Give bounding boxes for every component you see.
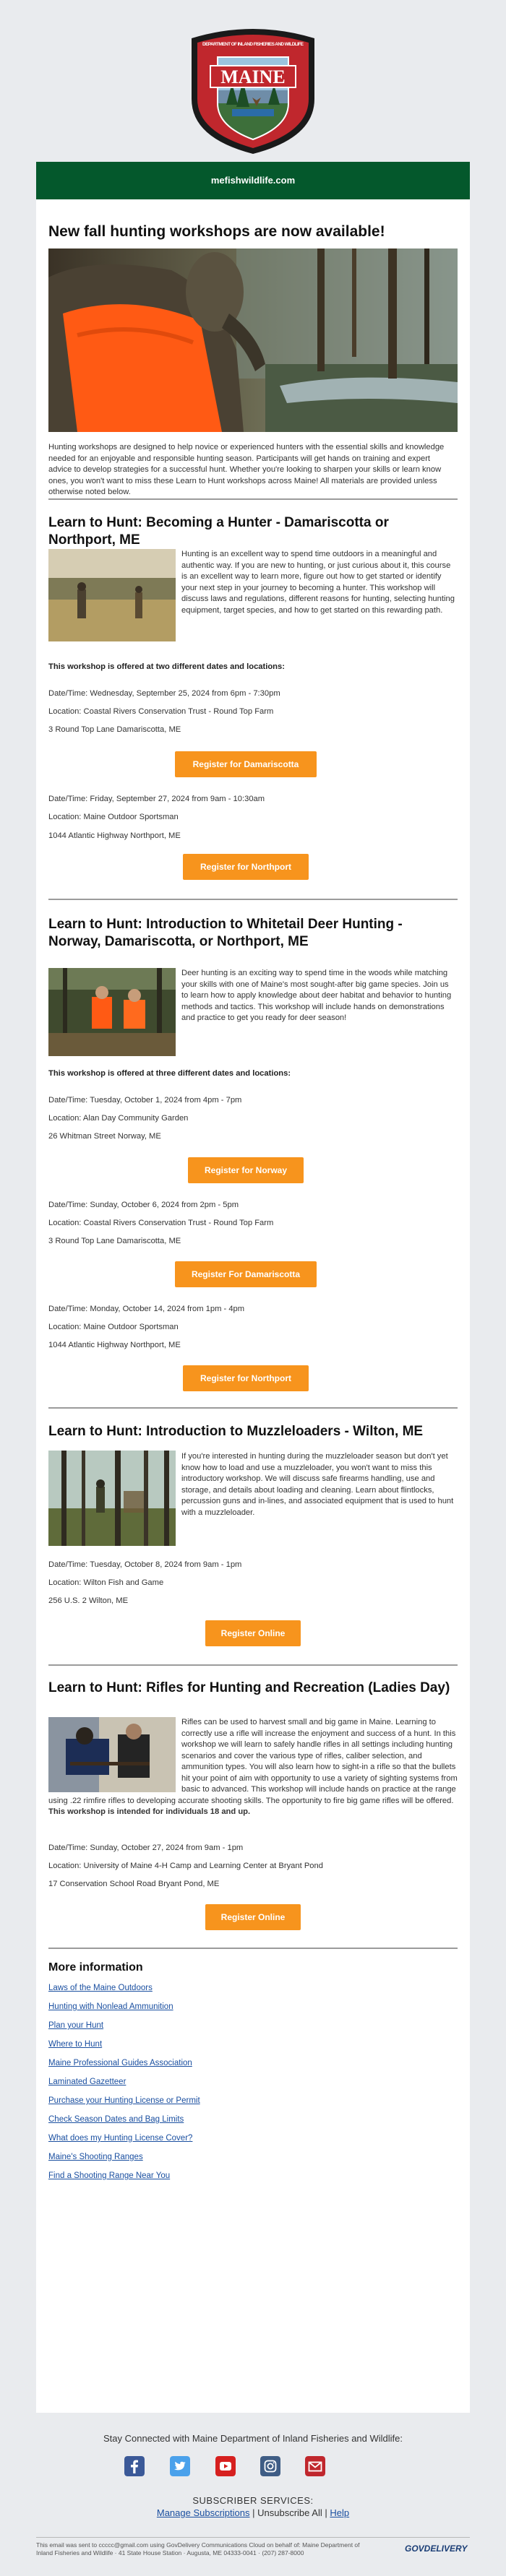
session-datetime: Date/Time: Friday, September 27, 2024 from 9am - 10:30am: [48, 795, 265, 803]
link-license-cover[interactable]: What does my Hunting License Cover?: [48, 2134, 193, 2143]
session-address: 256 U.S. 2 Wilton, ME: [48, 1596, 129, 1605]
youtube-icon[interactable]: [215, 2456, 236, 2476]
workshop-3-description-text: If you're interested in hunting during the muzzleloader season but don't yet know how to load and use a muzzleloader, you won't want to miss this introductory workshop. We will discuss safe firearms handling, use and storage, and details about loading and cleaning. Learn about flintlocks, percussion guns and in-lines, and associated equipment that is used to hunt with a muzzleloader.: [181, 1452, 454, 1517]
workshop-4-description-text: Rifles can be used to harvest small and big game in Maine. Learning to correctly use a rifle will increase the enjoyment and success of a hunt. In this workshop we will learn to safely handle rifles in all settings including hunting scenarios and cover the various type of rifles, caliber selection, and ammunition types. You will also learn how to sight-in a rifle so that the bullets hit your point of aim with opportunity to use a variety of sighting systems from basic to advanced. This workshop will include hands on practice at the range using .22 rimfire rifles to developing accurate shooting skills. The opportunity to fire big game rifles will be offered.: [48, 1718, 458, 1805]
workshop-2-description: [48, 968, 458, 1055]
session-address: 3 Round Top Lane Damariscotta, ME: [48, 1237, 181, 1245]
link-laws[interactable]: Laws of the Maine Outdoors: [48, 1984, 153, 1992]
workshop-2-offered: This workshop is offered at three different dates and locations:: [48, 1069, 291, 1078]
link-gazetteer[interactable]: Laminated Gazetteer: [48, 2078, 126, 2086]
float-spacer: [48, 1717, 181, 1794]
session-datetime: Date/Time: Tuesday, October 8, 2024 from 9am - 1pm: [48, 1560, 242, 1569]
workshop-2-description-text: Deer hunting is an exciting way to spend time in the woods while matching your skills with one of Maine's most sought-after big game species. Join us to learn how to apply knowledge about deer habitat and behavior to hunting methods and tactics. This workshop will include hands on demonstrations and practice to get you ready for deer season!: [181, 969, 452, 1022]
session-location: Location: Alan Day Community Garden: [48, 1114, 189, 1123]
twitter-icon[interactable]: [170, 2456, 190, 2476]
session-location: Location: Coastal Rivers Conservation Trust - Round Top Farm: [48, 1219, 274, 1227]
divider: [48, 1948, 458, 1949]
register-damariscotta-button[interactable]: Register For Damariscotta: [175, 1261, 317, 1287]
divider: [48, 498, 458, 500]
register-damariscotta-button[interactable]: Register for Damariscotta: [175, 751, 317, 777]
footer-divider: [36, 2537, 470, 2538]
email-content: [36, 199, 470, 2413]
workshop-1-offered: This workshop is offered at two different dates and locations:: [48, 662, 285, 671]
session-location: Location: Coastal Rivers Conservation Trust - Round Top Farm: [48, 707, 274, 716]
link-plan-hunt[interactable]: Plan your Hunt: [48, 2021, 104, 2030]
instagram-icon[interactable]: [260, 2456, 280, 2476]
session-location: Location: Maine Outdoor Sportsman: [48, 1323, 179, 1331]
workshop-1-title: Learn to Hunt: Becoming a Hunter - Damariscotta or Northport, ME: [48, 515, 389, 548]
session-location: Location: University of Maine 4-H Camp and Learning Center at Bryant Pond: [48, 1862, 323, 1870]
link-nonlead-ammo[interactable]: Hunting with Nonlead Ammunition: [48, 2002, 173, 2011]
facebook-icon[interactable]: [124, 2456, 145, 2476]
workshop-1-description-text: Hunting is an excellent way to spend time outdoors in a meaningful and authentic way. If you are new to hunting, or just curious about it, this course is an excellent way to learn more, figure out how to get started or identify your next step in your journey to becoming a hunter. This workshop will discuss laws and regulations, different reasons for hunting, selecting hunting equipment, target species, and how to get started on this rewarding path.: [181, 550, 455, 615]
workshop-4-title: Learn to Hunt: Rifles for Hunting and Recreation (Ladies Day): [48, 1680, 450, 1695]
link-where-to-hunt[interactable]: Where to Hunt: [48, 2040, 103, 2049]
session-address: 1044 Atlantic Highway Northport, ME: [48, 831, 181, 840]
workshop-4-description: [48, 1717, 458, 1818]
link-purchase-license[interactable]: Purchase your Hunting License or Permit: [48, 2096, 200, 2105]
session-location: Location: Wilton Fish and Game: [48, 1578, 164, 1587]
link-find-range[interactable]: Find a Shooting Range Near You: [48, 2171, 171, 2180]
workshop-3-description: [48, 1451, 458, 1547]
session-datetime: Date/Time: Sunday, October 27, 2024 from 9am - 1pm: [48, 1844, 244, 1852]
workshop-1-description: [48, 549, 458, 644]
site-url-bar[interactable]: mefishwildlife.com: [36, 162, 470, 199]
separator: |: [325, 2507, 327, 2518]
workshop-4-age-note: This workshop is intended for individuals 18 and up.: [48, 1807, 251, 1816]
footer-fine-print: This email was sent to ccccc@gmail.com using GovDelivery Communications Cloud on behalf of: Maine Department of Inland Fisheries and Wildlife · 41 State House Station · Augusta, ME 04333-0041 · (207) 287-8000: [36, 2541, 360, 2556]
register-online-button[interactable]: Register Online: [205, 1904, 301, 1930]
divider: [48, 1407, 458, 1409]
logo-ring-text: DEPARTMENT OF INLAND FISHERIES AND WILDLIFE: [202, 42, 304, 47]
divider: [48, 899, 458, 900]
more-info-links: [48, 1983, 458, 2182]
govdelivery-logo[interactable]: GOVDELIVERY: [405, 2543, 468, 2554]
unsubscribe-all-link[interactable]: Unsubscribe All: [257, 2507, 322, 2518]
intro-title: New fall hunting workshops are now available!: [48, 223, 385, 240]
session-datetime: Date/Time: Sunday, October 6, 2024 from 2pm - 5pm: [48, 1201, 239, 1209]
register-online-button[interactable]: Register Online: [205, 1620, 301, 1646]
hero-hunter-image: [48, 248, 458, 432]
session-datetime: Date/Time: Wednesday, September 25, 2024 from 6pm - 7:30pm: [48, 689, 280, 698]
session-address: 17 Conservation School Road Bryant Pond, ME: [48, 1880, 220, 1888]
separator: |: [252, 2507, 255, 2518]
session-address: 26 Whitman Street Norway, ME: [48, 1132, 161, 1141]
session-datetime: Date/Time: Monday, October 14, 2024 from 1pm - 4pm: [48, 1305, 245, 1313]
link-season-dates[interactable]: Check Season Dates and Bag Limits: [48, 2115, 184, 2124]
session-location: Location: Maine Outdoor Sportsman: [48, 813, 179, 821]
more-info-title: More information: [48, 1961, 143, 1974]
register-northport-button[interactable]: Register for Northport: [183, 1365, 309, 1391]
register-norway-button[interactable]: Register for Norway: [188, 1157, 304, 1183]
subscriber-links: [0, 2507, 506, 2518]
session-address: 3 Round Top Lane Damariscotta, ME: [48, 725, 181, 734]
session-address: 1044 Atlantic Highway Northport, ME: [48, 1341, 181, 1349]
link-shooting-ranges[interactable]: Maine's Shooting Ranges: [48, 2153, 143, 2161]
logo-text: MAINE: [220, 66, 286, 87]
header: [0, 0, 506, 160]
divider: [48, 1664, 458, 1666]
float-spacer: [48, 968, 181, 1055]
float-spacer: [48, 549, 181, 644]
float-spacer: [48, 1451, 181, 1547]
maine-ifw-logo: [189, 24, 317, 155]
help-link[interactable]: Help: [330, 2507, 350, 2518]
intro-paragraph: Hunting workshops are designed to help novice or experienced hunters with the essential skills and knowledge needed for an enjoyable and responsible hunting season. Participants will get hands on training and expert advice to develop strategies for a successful hunt. Whether you're looking to sharpen your skills or learn know ones, you won't want to miss these Learn to Hunt workshops across Maine! All materials are provided unless otherwise noted below.: [48, 443, 445, 496]
session-datetime: Date/Time: Tuesday, October 1, 2024 from 4pm - 7pm: [48, 1096, 242, 1105]
stay-connected-text: Stay Connected with Maine Department of Inland Fisheries and Wildlife:: [103, 2433, 403, 2444]
workshop-3-title: Learn to Hunt: Introduction to Muzzleloaders - Wilton, ME: [48, 1424, 424, 1439]
manage-subscriptions-link[interactable]: Manage Subscriptions: [156, 2507, 250, 2518]
register-northport-button[interactable]: Register for Northport: [183, 854, 309, 880]
link-guides-association[interactable]: Maine Professional Guides Association: [48, 2059, 192, 2067]
social-icons: [0, 2456, 506, 2485]
subscriber-services-label: SUBSCRIBER SERVICES:: [192, 2495, 314, 2506]
email-icon[interactable]: [305, 2456, 325, 2476]
workshop-2-title: Learn to Hunt: Introduction to Whitetail Deer Hunting - Norway, Damariscotta, or Northport, ME: [48, 917, 403, 949]
